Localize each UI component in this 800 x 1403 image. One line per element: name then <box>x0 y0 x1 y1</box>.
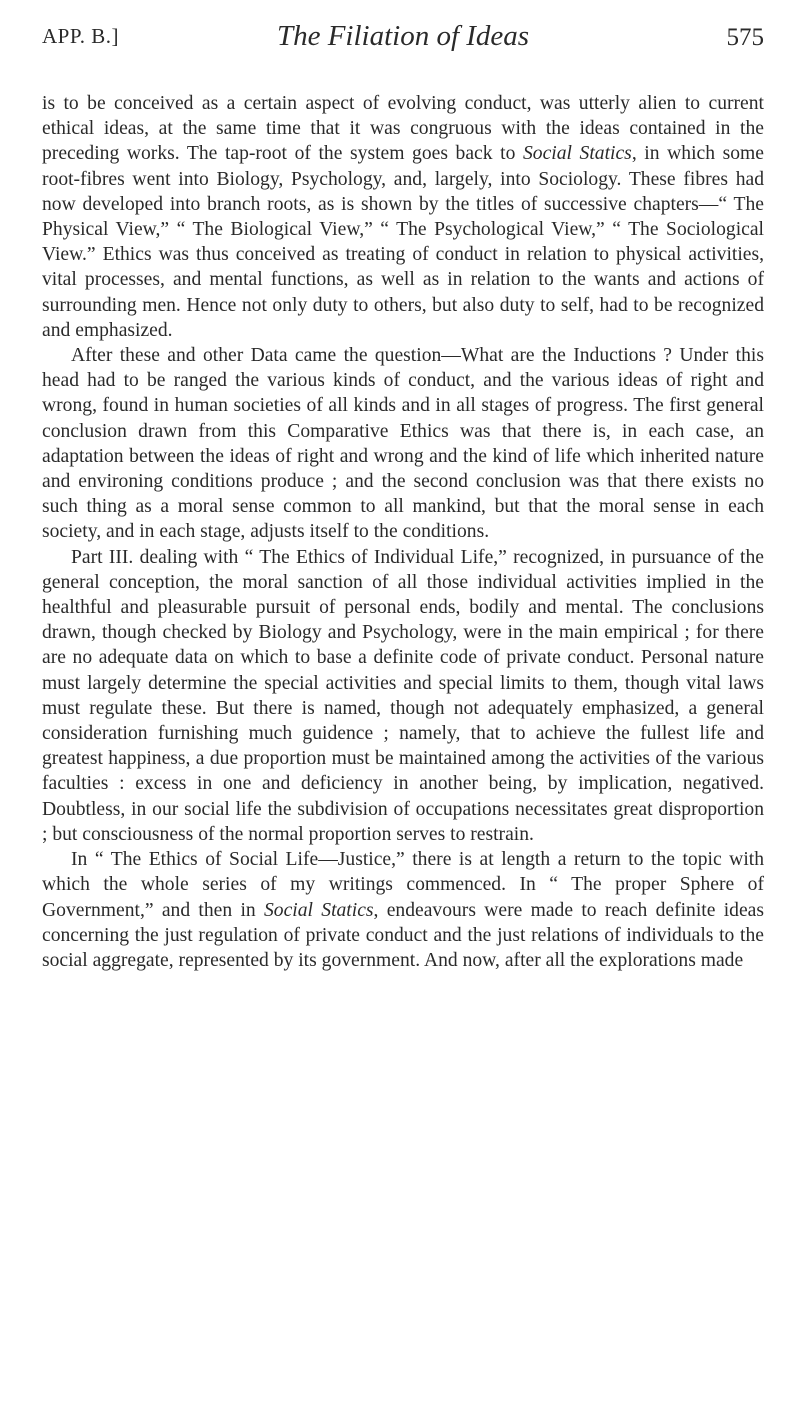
body-text <box>42 91 764 973</box>
text-run: , endeavours were made to reach definite ideas concerning the just regulation of private conduct and the just relations of individuals to the social aggregate, represented by its government. And now, after all the explorations made <box>42 899 764 971</box>
italic-title: Social Statics <box>264 899 374 921</box>
running-head <box>42 14 764 64</box>
text-run: , in which some root-fibres went into Biology, Psychology, and, largely, into Sociology. These fibres had now developed into branch roots, as is shown by the titles of successive chapters—“ The Physical View,” “ The Biological View,” “ The Psychological View,” “ The Sociological View.” Ethics was thus conceived as treating of conduct in relation to physical activities, vital processes, and mental functions, as well as in relation to the wants and actions of surrounding men. Hence not only duty to others, but also duty to self, had to be recognized and emphasized. <box>42 143 764 341</box>
italic-title: Social Statics <box>522 143 632 165</box>
text-run: In “ The Ethics of Social Life—Justice,” there is at length a return to the topic with which the whole series of my writings commenced. In “ The proper Sphere of Government,” and then in <box>42 849 764 921</box>
paragraph <box>42 343 764 545</box>
text-run: After these and other Data came the question—What are the Inductions ? Under this head had to be ranged the various kinds of conduct, and the various ideas of right and wrong, found in human societies of all kinds and in all stages of progress. The first general conclusion drawn from this Comparative Ethics was that there is, in each case, an adaptation between the ideas of right and wrong and the kind of life which inherited nature and environing conditions produce ; and the second conclusion was that there exists no such thing as a moral sense common to all mankind, but that the moral sense in each society, and in each stage, adjusts itself to the conditions. <box>42 345 764 543</box>
text-run: Part III. dealing with “ The Ethics of Individual Life,” recognized, in pursuance of the general conception, the moral sanction of all those individual activities implied in the healthful and pleasurable pursuit of personal ends, bodily and mental. The conclusions drawn, though checked by Biology and Psychology, were in the main empirical ; for there are no adequate data on which to base a definite code of private conduct. Personal nature must largely determine the special activities and special limits to them, though vital laws must regulate these. But there is named, though not adequately emphasized, a general consideration furnishing much guidence ; namely, that to achieve the fullest life and greatest happiness, a due proportion must be maintained among the activities of the various faculties : excess in one and deficiency in another being, by implication, negatived. Doubtless, in our social life the subdivision of occupations necessitates great disproportion ; but consciousness of the normal proportion serves to restrain. <box>42 546 764 845</box>
paragraph <box>42 847 764 973</box>
paragraph <box>42 91 764 343</box>
text-run: is to be conceived as a certain aspect of evolving conduct, was utterly alien to current ethical ideas, at the same time that it was congruous with the ideas contained in the preceding works. The tap-root of the system goes back to <box>42 93 764 165</box>
appendix-label: APP. B.] <box>42 24 119 48</box>
paragraph <box>42 545 764 847</box>
page-number: 575 <box>726 24 764 51</box>
chapter-title: The Filiation of Ideas <box>276 20 530 52</box>
